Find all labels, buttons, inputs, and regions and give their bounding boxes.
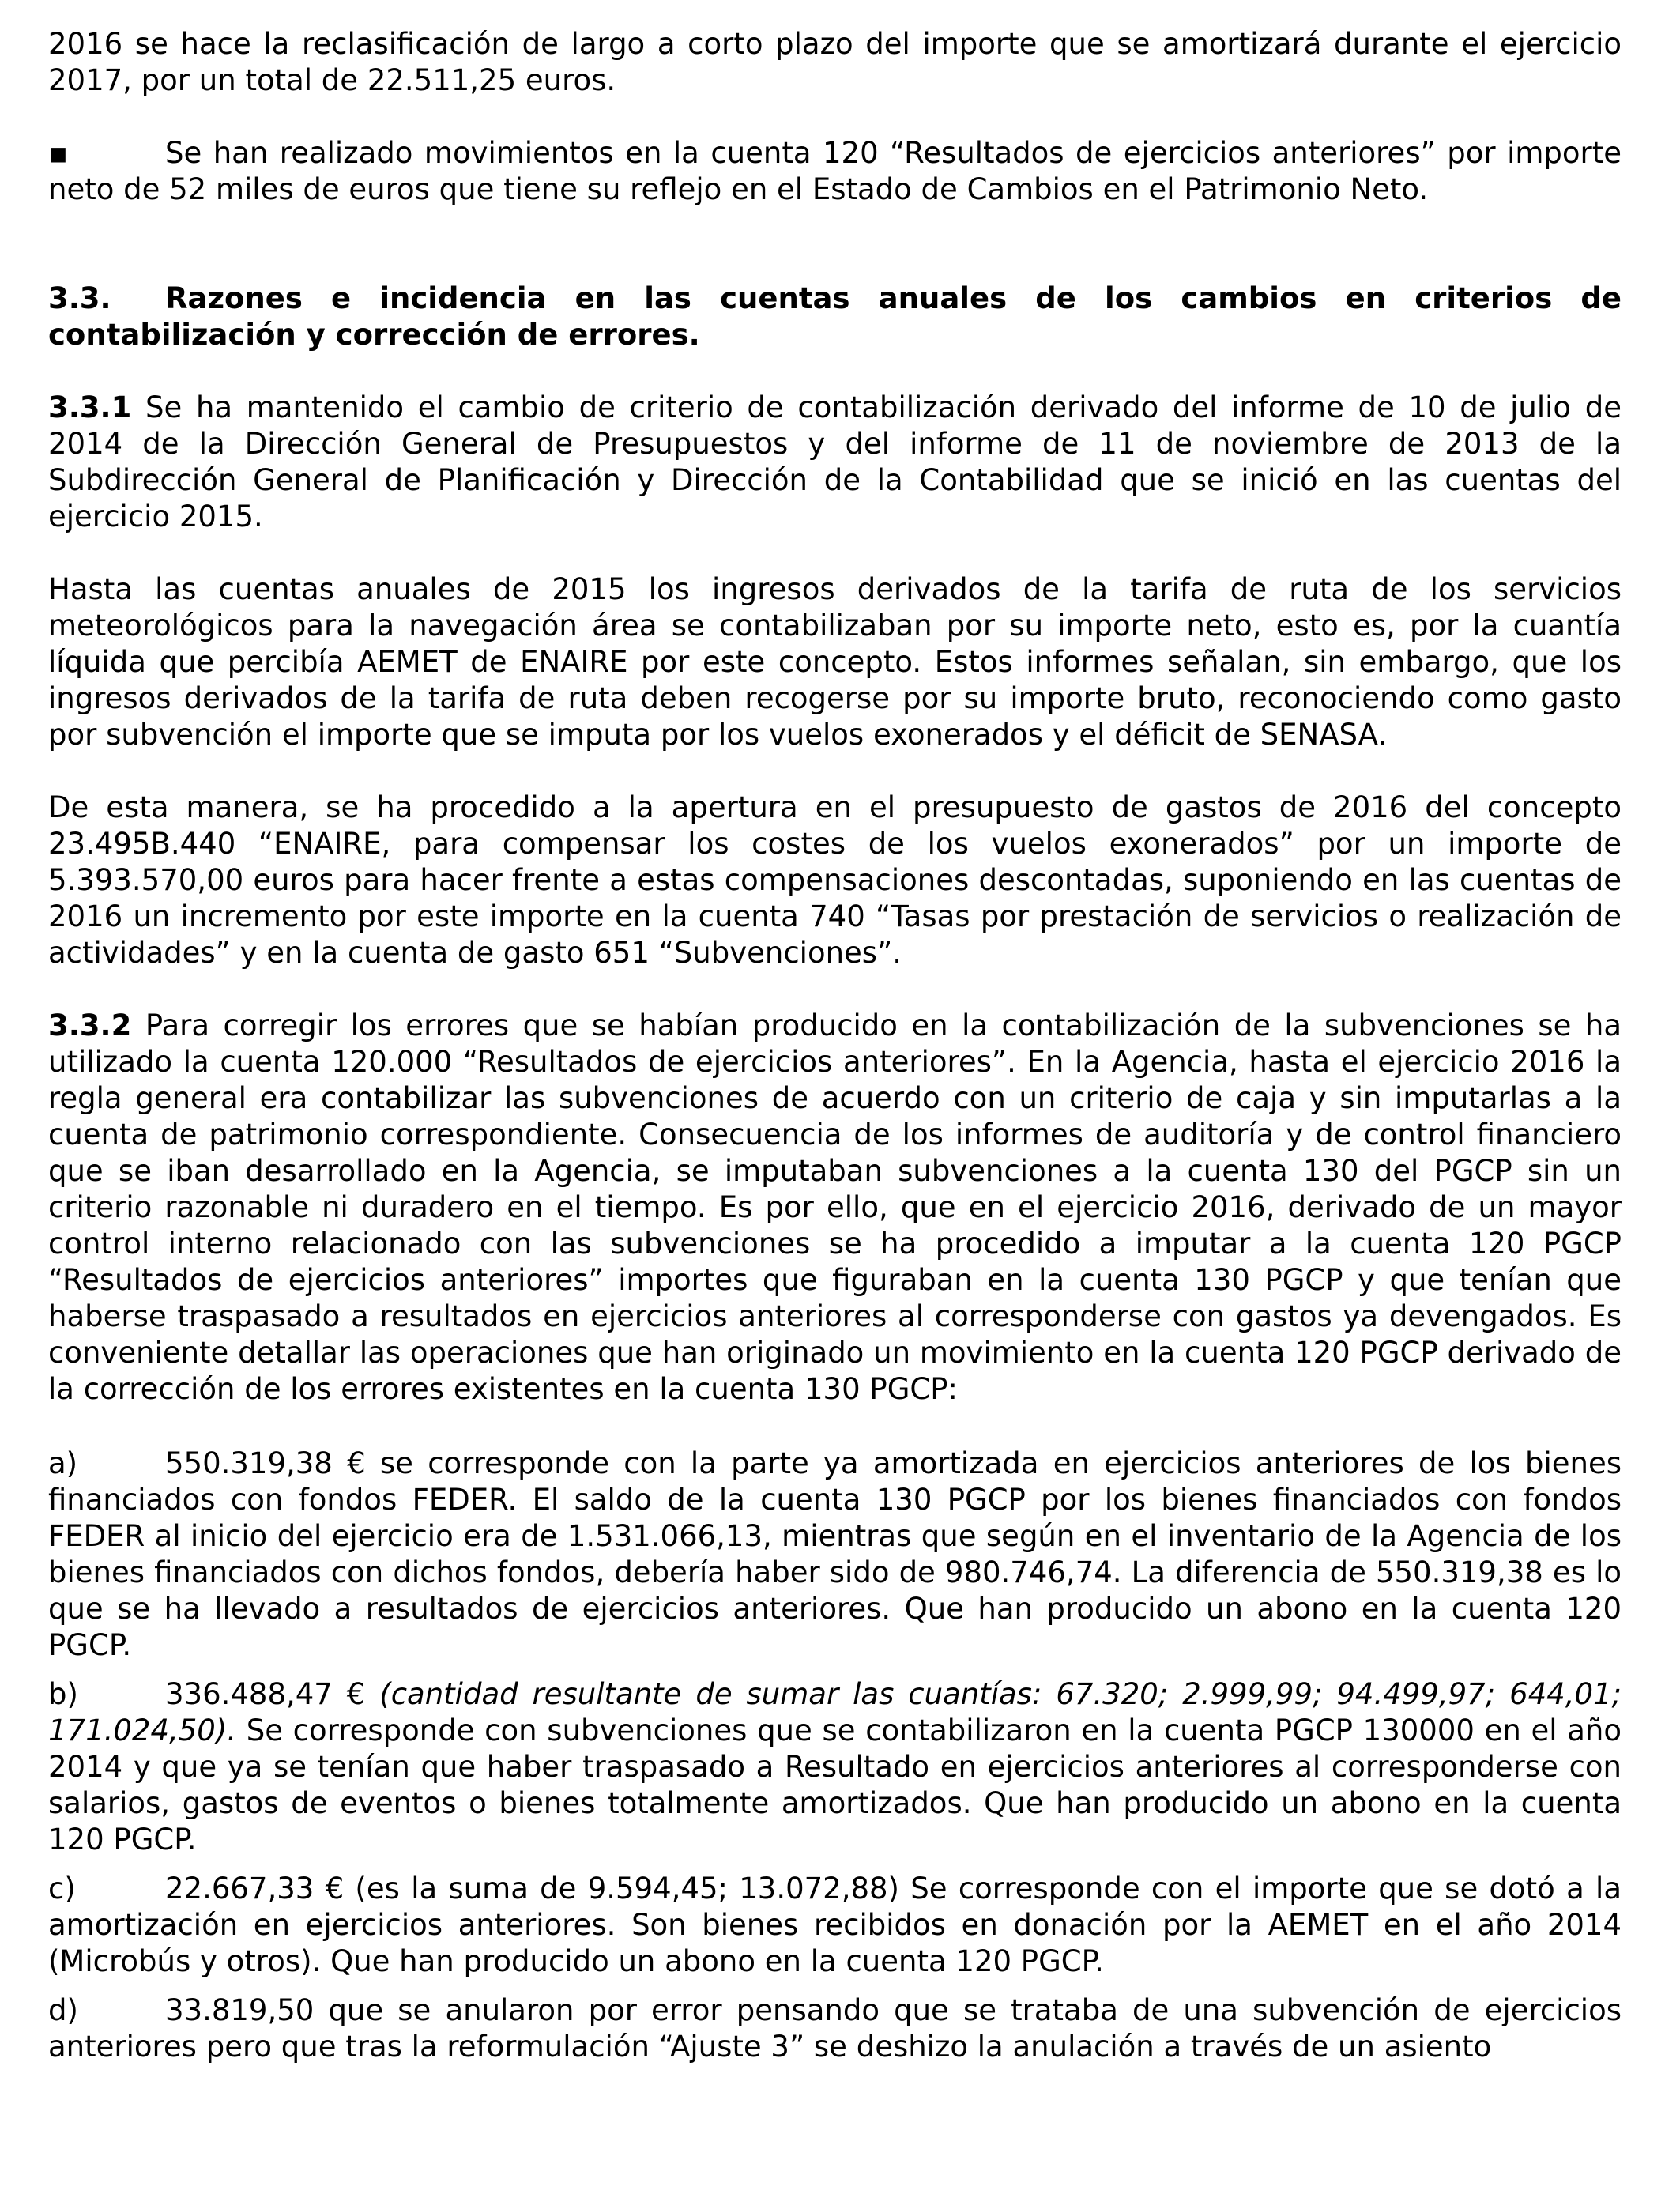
paragraph-enaire: De esta manera, se ha procedido a la apertura en el presupuesto de gastos de 2016 del concepto 23.495B.440 “ENAIRE, para compensar los costes de los vuelos exonerados” por un importe de 5.393.570,00 euros para hacer frente a estas compensaciones descontadas, suponiendo en las cuentas de 2016 un incremento por este importe en la cuenta 740 “Tasas por prestación de servicios o realización de actividades” y en la cuenta de gasto 651 “Subvenciones”.	[48, 790, 1622, 970]
intro-paragraph: 2016 se hace la reclasificación de largo a corto plazo del importe que se amortizará durante el ejercicio 2017, por un total de 22.511,25 euros.	[48, 27, 1622, 97]
list-item-label: d)	[48, 1993, 78, 2027]
list-item-italic-note: (cantidad resultante de sumar las cuantías: 67.320; 2.999,99; 94.499,97; 644,01; 171.024,50).	[48, 1677, 1622, 1747]
list-item-c	[48, 1871, 1622, 1980]
section-number: 3.3.	[48, 281, 111, 315]
paragraph-text: Se ha mantenido el cambio de criterio de contabilización derivado del informe de 10 de julio de 2014 de la Dirección General de Presupuestos y del informe de 11 de noviembre de 2013 de la Subdirección General de Planificación y Dirección de la Contabilidad que se inició en las cuentas del ejercicio 2015.	[48, 390, 1622, 533]
list-item-text: Se corresponde con subvenciones que se contabilizaron en la cuenta PGCP 130000 en el año 2014 y que ya se tenían que haber traspasado a Resultado en ejercicios anteriores al corresponderse con salarios, gastos de eventos o bienes totalmente amortizados. Que han producido un abono en la cuenta 120 PGCP.	[48, 1713, 1622, 1857]
subsection-number: 3.3.1	[48, 390, 132, 424]
list-item-d	[48, 1992, 1622, 2065]
bullet-text: Se han realizado movimientos en la cuenta 120 “Resultados de ejercicios anteriores” por importe neto de 52 miles de euros que tiene su reflejo en el Estado de Cambios en el Patrimonio Neto.	[48, 136, 1622, 206]
list-item-label: a)	[48, 1446, 78, 1480]
bullet-item	[48, 135, 1622, 208]
list-item-text: 550.319,38 € se corresponde con la parte ya amortizada en ejercicios anteriores de los bienes financiados con fondos FEDER. El saldo de la cuenta 130 PGCP por los bienes financiados con fondos FEDER al inicio del ejercicio era de 1.531.066,13, mientras que según en el inventario de la Agencia de los bienes financiados con dichos fondos, debería haber sido de 980.746,74. La diferencia de 550.319,38 es lo que se ha llevado a resultados de ejercicios anteriores. Que han producido un abono en la cuenta 120 PGCP.	[48, 1446, 1622, 1662]
paragraph-tarifa-ruta: Hasta las cuentas anuales de 2015 los ingresos derivados de la tarifa de ruta de los servicios meteorológicos para la navegación área se contabilizaban por su importe neto, esto es, por la cuantía líquida que percibía AEMET de ENAIRE por este concepto. Estos informes señalan, sin embargo, que los ingresos derivados de la tarifa de ruta deben recogerse por su importe bruto, reconociendo como gasto por subvención el importe que se imputa por los vuelos exonerados y el déficit de SENASA.	[48, 572, 1622, 752]
list-item-label: b)	[48, 1677, 78, 1711]
bullet-paragraph	[48, 135, 1622, 208]
paragraph-3-3-2	[48, 1008, 1622, 1408]
section-title: Razones e incidencia en las cuentas anuales de los cambios en criterios de contabilización y corrección de errores.	[48, 281, 1622, 352]
list-item-amount: 336.488,47 €	[165, 1677, 380, 1711]
paragraph-3-3-1	[48, 390, 1622, 535]
list-item-label: c)	[48, 1872, 76, 1906]
paragraph-text: Para corregir los errores que se habían producido en la contabilización de la subvenciones se ha utilizado la cuenta 120.000 “Resultados de ejercicios anteriores”. En la Agencia, hasta el ejercicio 2016 la regla general era contabilizar las subvenciones de acuerdo con un criterio de caja y sin imputarlas a la cuenta de patrimonio correspondiente. Consecuencia de los informes de auditoría y de control financiero que se iban desarrollado en la Agencia, se imputaban subvenciones a la cuenta 130 del PGCP sin un criterio razonable ni duradero en el tiempo. Es por ello, que en el ejercicio 2016, derivado de un mayor control interno relacionado con las subvenciones se ha procedido a imputar a la cuenta 120 PGCP “Resultados de ejercicios anteriores” importes que figuraban en la cuenta 130 PGCP y que tenían que haberse traspasado a resultados en ejercicios anteriores al corresponderse con gastos ya devengados. Es conveniente detallar las operaciones que han originado un movimiento en la cuenta 120 PGCP derivado de la corrección de los errores existentes en la cuenta 130 PGCP:	[48, 1008, 1622, 1406]
list-item-a	[48, 1446, 1622, 1664]
section-heading	[48, 281, 1622, 353]
list-item-text: 22.667,33 € (es la suma de 9.594,45; 13.072,88) Se corresponde con el importe que se dotó a la amortización en ejercicios anteriores. Son bienes recibidos en donación por la AEMET en el año 2014 (Microbús y otros). Que han producido un abono en la cuenta 120 PGCP.	[48, 1872, 1622, 1978]
list-item-text: 33.819,50 que se anularon por error pensando que se trataba de una subvención de ejercicios anteriores pero que tras la reformulación “Ajuste 3” se deshizo la anulación a través de un asiento	[48, 1993, 1622, 2064]
list-item-b	[48, 1676, 1622, 1858]
bullet-icon: ▪	[48, 136, 69, 170]
document-body	[48, 26, 1622, 2065]
subsection-number: 3.3.2	[48, 1008, 132, 1042]
